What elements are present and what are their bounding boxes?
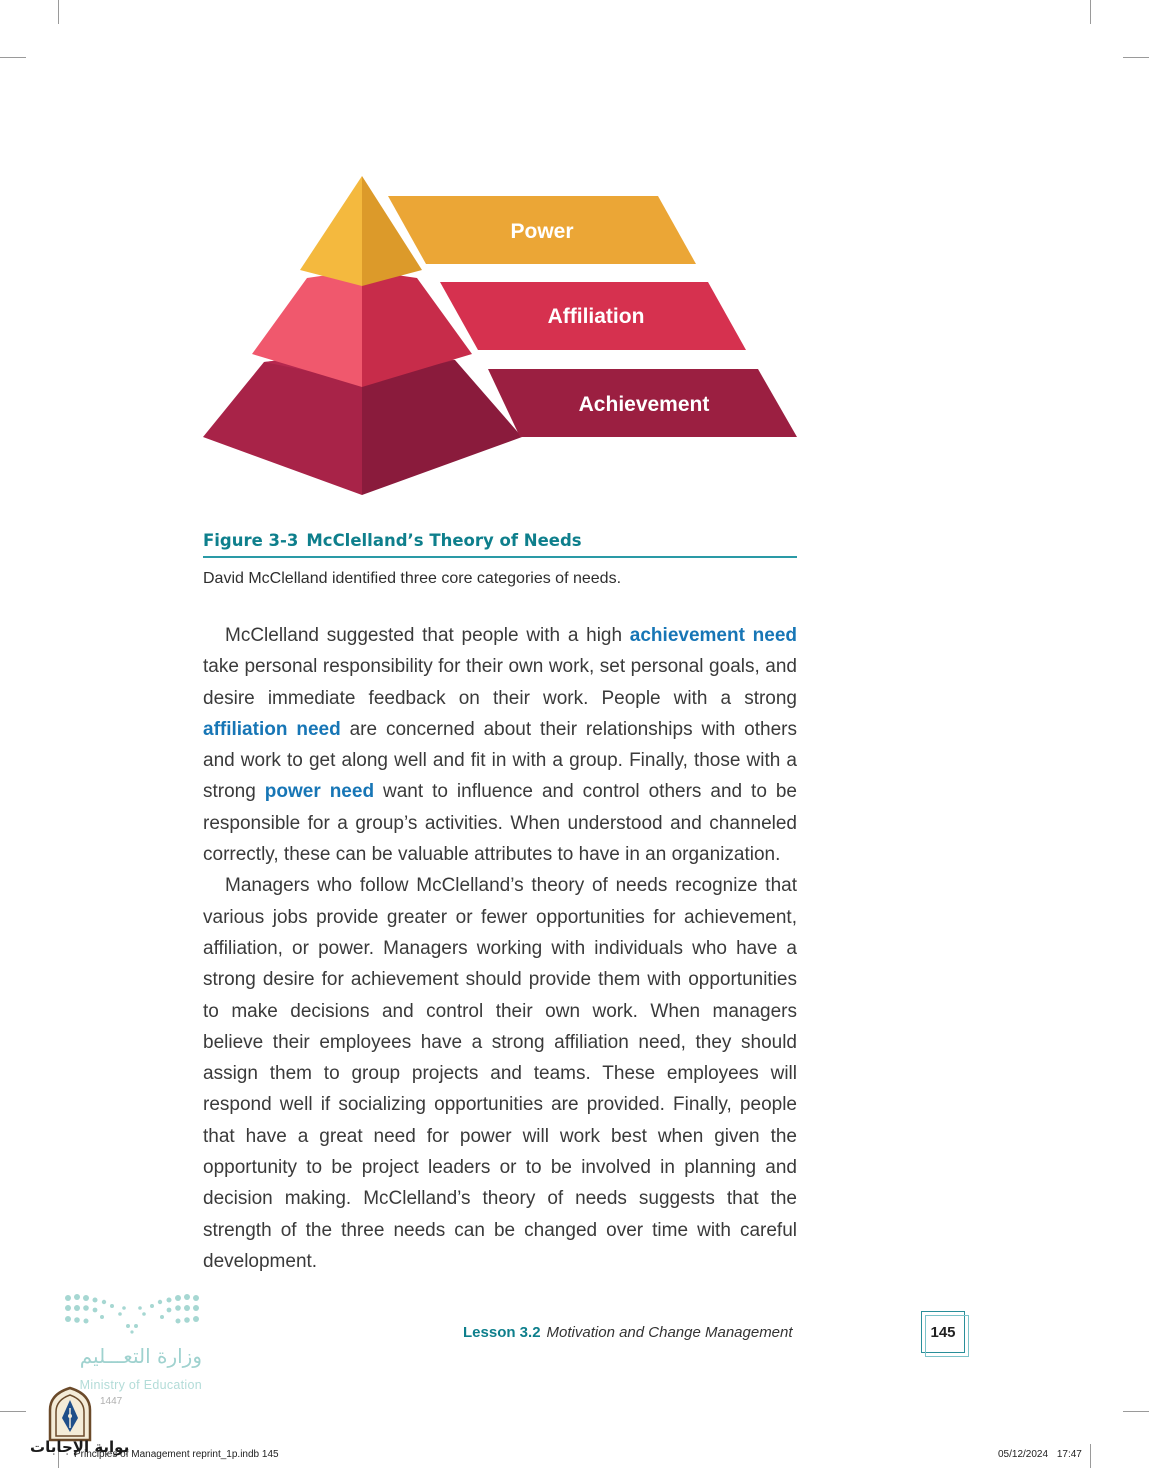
figure-title-text: McClelland’s Theory of Needs xyxy=(306,531,582,550)
lesson-title: Motivation and Change Management xyxy=(546,1324,793,1341)
key-term-power-need: power need xyxy=(264,781,375,803)
slug-date: 05/12/2024 xyxy=(998,1449,1049,1460)
watermark-text: بوابة الإجابات xyxy=(30,1438,130,1456)
text-run: McClelland suggested that people with a high xyxy=(225,625,630,646)
paragraph-1 xyxy=(203,620,797,870)
crop-mark xyxy=(1123,1411,1149,1412)
achievement-label: Achievement xyxy=(578,393,710,416)
pen-nib-watermark-icon xyxy=(44,1386,96,1442)
crop-mark xyxy=(58,0,59,24)
text-run: take personal responsibility for their own work, set personal goals, and desire immediate feedback on their work. People with a strong xyxy=(203,656,797,709)
body-text xyxy=(203,620,797,1277)
pyramid-tier-power xyxy=(300,176,422,286)
ministry-year: 1447 xyxy=(100,1396,123,1407)
slug-time: 17:47 xyxy=(1056,1449,1082,1460)
crop-mark xyxy=(1090,0,1091,24)
crop-mark xyxy=(0,1411,26,1412)
lesson-number: Lesson 3.2 xyxy=(463,1324,541,1341)
ministry-arabic-name: وزارة التعـــليم xyxy=(79,1344,202,1368)
slug-file: Principles of Management reprint_1p.indb 145 xyxy=(74,1449,279,1460)
page-number xyxy=(921,1311,965,1353)
figure-caption: David McClelland identified three core categories of needs. xyxy=(203,570,622,587)
ministry-logo-dots xyxy=(62,1292,202,1338)
figure-number: Figure 3-3 xyxy=(203,531,299,550)
figure-title xyxy=(203,531,797,558)
text-run: are concerned about their relationships with others and work to get along well and fit in with a group. Finally, those with a strong xyxy=(203,718,797,803)
footer-lesson xyxy=(463,1324,793,1341)
text-run: want to influence and control others and to be responsible for a group’s activities. When understood and channeled correctly, these can be valuable attributes to have in an organization. xyxy=(203,781,797,866)
power-label: Power xyxy=(510,220,574,243)
crop-mark xyxy=(1123,57,1149,58)
ministry-english-name: Ministry of Education xyxy=(79,1378,202,1392)
affiliation-label: Affiliation xyxy=(547,305,645,328)
paragraph-2: Managers who follow McClelland’s theory of needs recognize that various jobs provide greater or fewer opportunities for achievement, affiliation, or power. Managers working with individuals who have a strong desire for achievement should provide them with opportunities to make decisions and control their own work. When managers believe their employees have a strong affiliation need, they should assign them to group projects and teams. These employees will respond well if socializing opportunities are provided. Finally, people that have a great need for power will work best when given the opportunity to be project leaders or to be involved in planning and decision making. McClelland’s theory of needs suggests that the strength of the three needs can be changed over time with careful development. xyxy=(203,875,797,1272)
key-term-achievement-need: achievement need xyxy=(629,625,797,646)
slug-timestamp xyxy=(998,1449,1082,1460)
crop-mark xyxy=(0,57,26,58)
key-term-affiliation-need: affiliation need xyxy=(203,718,341,740)
crop-mark xyxy=(1090,1444,1091,1468)
needs-pyramid-figure xyxy=(200,172,800,502)
page-number-text: 145 xyxy=(930,1323,956,1341)
